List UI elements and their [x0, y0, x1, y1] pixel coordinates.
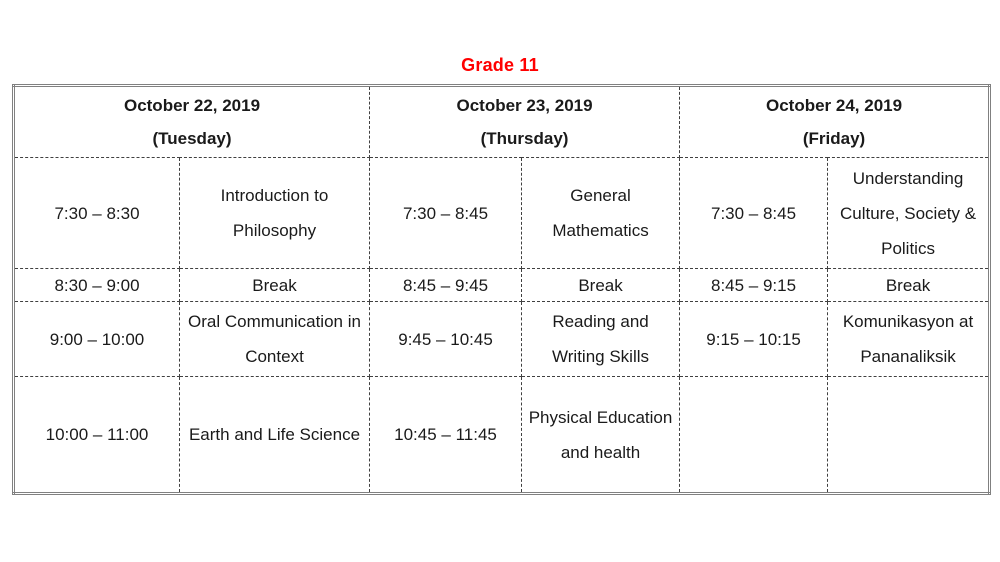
day-header-tuesday: [14, 86, 370, 158]
time-slot: 7:30 – 8:45: [370, 158, 522, 269]
day-header-date: October 24, 2019: [766, 96, 903, 115]
time-slot: 8:30 – 9:00: [14, 269, 180, 302]
time-slot: 9:00 – 10:00: [14, 302, 180, 377]
table-row: [14, 158, 990, 269]
time-slot: 7:30 – 8:45: [680, 158, 828, 269]
subject-cell-empty: [828, 377, 990, 494]
subject-cell: Introduction to Philosophy: [180, 158, 370, 269]
page-title: Grade 11: [461, 55, 539, 75]
time-slot: 10:00 – 11:00: [14, 377, 180, 494]
time-slot: 9:45 – 10:45: [370, 302, 522, 377]
subject-cell: Earth and Life Science: [180, 377, 370, 494]
subject-cell: General Mathematics: [522, 158, 680, 269]
subject-cell: Break: [522, 269, 680, 302]
time-slot: 9:15 – 10:15: [680, 302, 828, 377]
time-slot-empty: [680, 377, 828, 494]
time-slot: 10:45 – 11:45: [370, 377, 522, 494]
table-header-row: [14, 86, 990, 158]
time-slot: 8:45 – 9:45: [370, 269, 522, 302]
day-header-weekday: (Tuesday): [152, 129, 232, 148]
day-header-date: October 22, 2019: [123, 96, 261, 115]
class-schedule-table: [12, 84, 991, 495]
time-slot: 7:30 – 8:30: [14, 158, 180, 269]
time-slot: 8:45 – 9:15: [680, 269, 828, 302]
schedule-page: [0, 55, 1000, 562]
table-row: [14, 377, 990, 494]
day-header-thursday: [370, 86, 680, 158]
day-header-weekday: (Thursday): [480, 129, 569, 148]
subject-cell: Break: [828, 269, 990, 302]
table-row: [14, 302, 990, 377]
subject-cell: Komunikasyon at Pananaliksik: [828, 302, 990, 377]
table-row-break: [14, 269, 990, 302]
subject-cell: Reading and Writing Skills: [522, 302, 680, 377]
subject-cell: Break: [180, 269, 370, 302]
subject-cell: Oral Communication in Context: [180, 302, 370, 377]
day-header-friday: [680, 86, 990, 158]
day-header-weekday: (Friday): [802, 129, 866, 148]
subject-cell: Understanding Culture, Society & Politics: [828, 158, 990, 269]
day-header-date: October 23, 2019: [456, 96, 593, 115]
subject-cell: Physical Education and health: [522, 377, 680, 494]
